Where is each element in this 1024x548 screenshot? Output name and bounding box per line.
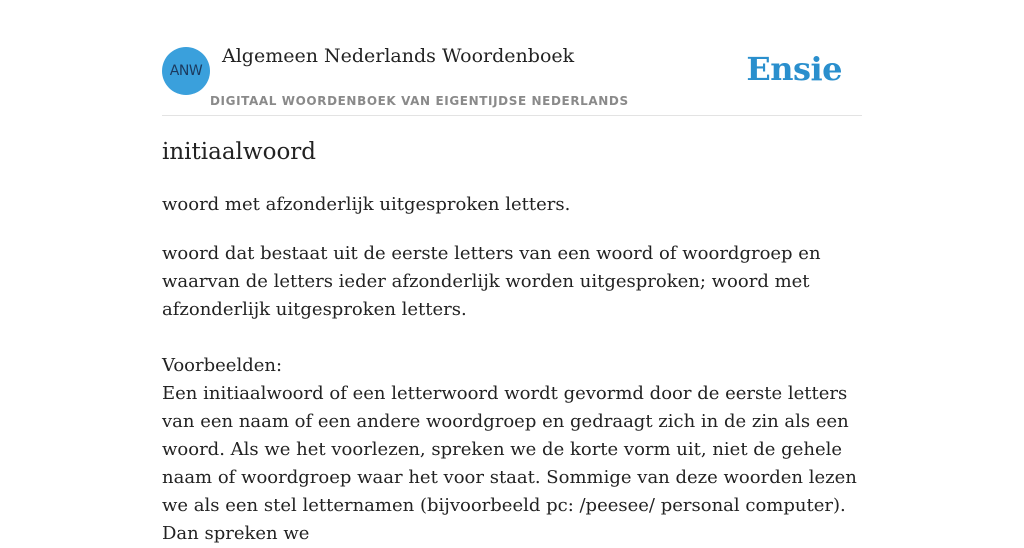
site-subtitle: DIGITAAL WOORDENBOEK VAN EIGENTIJDSE NEDERLANDS [210,94,629,108]
short-definition: woord met afzonderlijk uitgesproken letters. [162,194,571,215]
long-definition: woord dat bestaat uit de eerste letters van een woord of woordgroep en waarvan de letters ieder afzonderlijk worden uitgesproken; woord met afzonderlijk uitgesproken letters. [162,243,821,320]
ensie-brand-logo[interactable]: Ensie [746,50,842,88]
content-column [162,0,862,544]
anw-logo[interactable]: ANW [162,47,210,95]
site-header [162,0,862,116]
site-title[interactable]: Algemeen Nederlands Woordenboek [222,45,575,67]
examples-label: Voorbeelden: [162,355,283,376]
examples-text: Een initiaalwoord of een letterwoord wordt gevormd door de eerste letters van een naam of een andere woordgroep en gedraagt zich in de zin als een woord. Als we het voorlezen, spreken we de korte vorm uit, niet de gehele naam of woordgroep waar het voor staat. Sommige van deze woorden lezen we als een stel letternamen (bijvoorbeeld pc: /peesee/ personal computer). Dan spreken we [162,383,857,544]
entry-headword: initiaalwoord [162,139,317,165]
